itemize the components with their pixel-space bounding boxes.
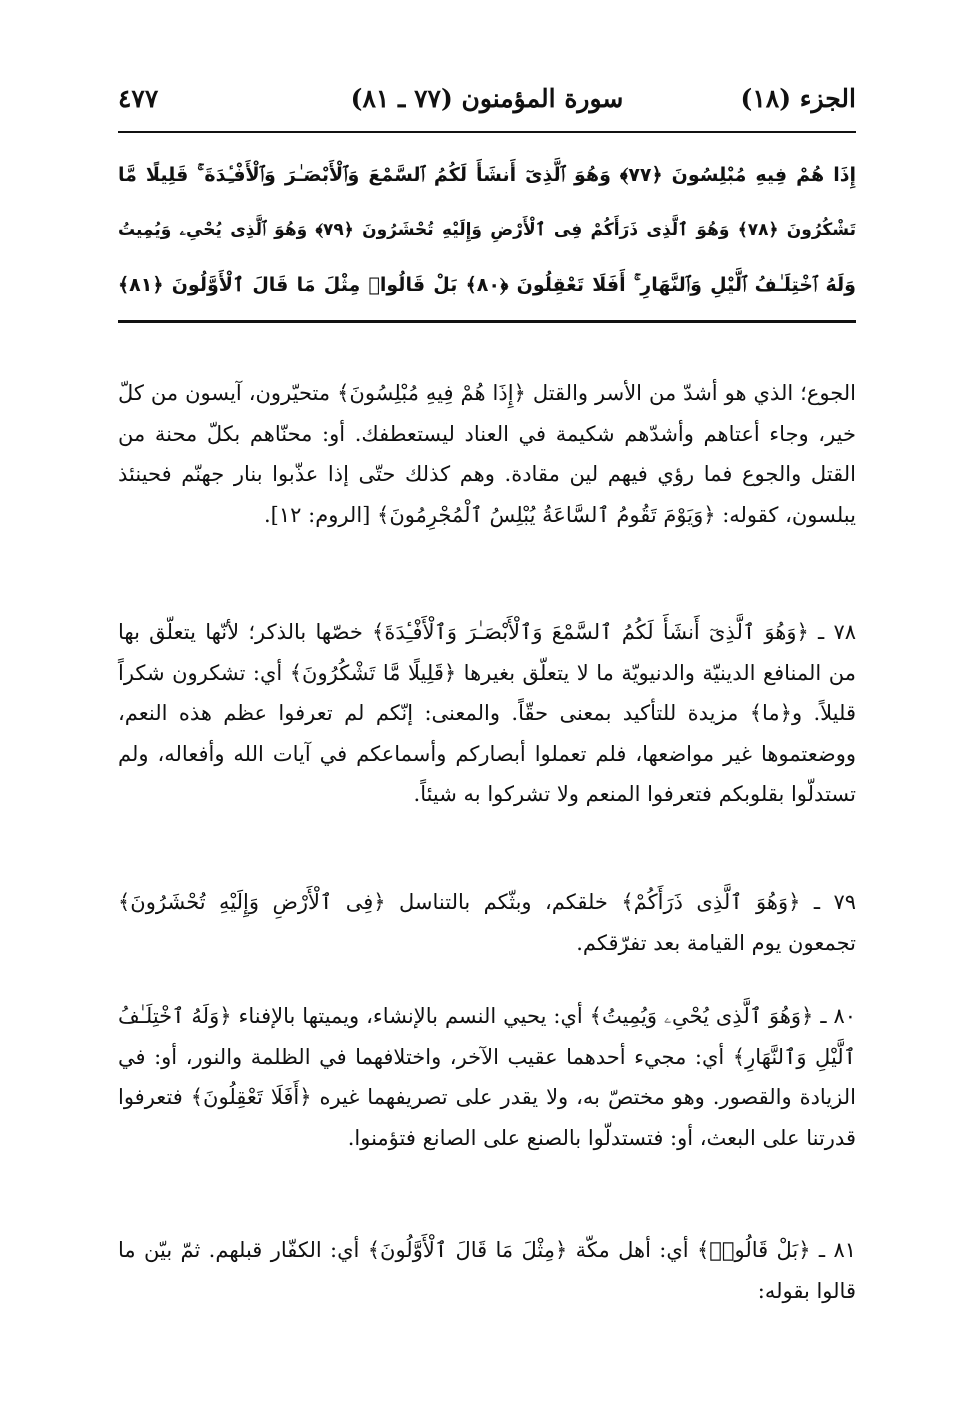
juz-label: الجزء (١٨) (740, 84, 856, 113)
tafsir-paragraph-78 (118, 612, 856, 815)
tafsir-text: ٨١ ـ ﴿بَلْ قَالُوا۟﴾ أي: أهل مكّة ﴿مِثْلَ مَا قَالَ ٱلْأَوَّلُونَ﴾ أي: الكفّار قبلهم. ثمّ بيّن ما قالوا بقوله: (118, 1238, 856, 1303)
surah-title: سورة المؤمنون (٧٧ ـ ٨١) (350, 84, 624, 113)
header-divider (118, 131, 856, 133)
tafsir-paragraph-80 (118, 996, 856, 1158)
tafsir-text: ٧٨ ـ ﴿وَهُوَ ٱلَّذِىٓ أَنشَأَ لَكُمُ ٱلسَّمْعَ وَٱلْأَبْصَـٰرَ وَٱلْأَفْـِٔدَةَ﴾ خصّها بالذكر؛ لأنّها يتعلّق بها من المنافع الدينيّة والدنيويّة ما لا يتعلّق بغيرها ﴿قَلِيلًا مَّا تَشْكُرُونَ﴾ أي: تشكرون شكراً قليلاً. و﴿ما﴾ مزيدة للتأكيد بمعنى حقّاً. والمعنى: إنّكم لم تعرفوا عظم هذه النعم، ووضعتموها غير مواضعها، فلم تعملوا أبصاركم وأسماعكم في آيات الله وأفعاله، ولم تستدلّوا بقلوبكم فتعرفوا المنعم ولا تشركوا به شيئاً. (118, 620, 856, 806)
quran-line: إِذَا هُمْ فِيهِ مُبْلِسُونَ ﴿٧٧﴾ وَهُوَ ٱلَّذِىٓ أَنشَأَ لَكُمُ ٱلسَّمْعَ وَٱلْأَبْصَـٰرَ وَٱلْأَفْـِٔدَةَ ۚ قَلِيلًا مَّا (118, 164, 856, 186)
quran-divider (118, 320, 856, 323)
tafsir-text: الجوع؛ الذي هو أشدّ من الأسر والقتل ﴿إِذَا هُمْ فِيهِ مُبْلِسُونَ﴾ متحيّرون، آيسون من كلّ خير، وجاء أعتاهم وأشدّهم شكيمة في العناد ليستعطفك. أو: محنّاهم بكلّ محنة من القتل والجوع فما رؤي فيهم لين مقادة. وهم كذلك حتّى إذا عذّبوا بنار جهنّم فحينئذ يبلسون، كقوله: ﴿وَيَوْمَ تَقُومُ ٱلسَّاعَةُ يُبْلِسُ ٱلْمُجْرِمُونَ﴾ [الروم: ١٢]. (118, 381, 856, 527)
tafsir-text: ٧٩ ـ ﴿وَهُوَ ٱلَّذِى ذَرَأَكُمْ﴾ خلقكم، وبثّكم بالتناسل ﴿فِى ٱلْأَرْضِ وَإِلَيْهِ تُحْشَرُونَ﴾ تجمعون يوم القيامة بعد تفرّقكم. (118, 890, 856, 955)
tafsir-paragraph (118, 373, 856, 535)
quran-line: تَشْكُرُونَ ﴿٧٨﴾ وَهُوَ ٱلَّذِى ذَرَأَكُمْ فِى ٱلْأَرْضِ وَإِلَيْهِ تُحْشَرُونَ ﴿٧٩﴾ وَهُوَ ٱلَّذِى يُحْىِۦ وَيُمِيتُ (118, 220, 856, 240)
page-header (118, 84, 856, 128)
tafsir-paragraph-79 (118, 882, 856, 963)
tafsir-text: ٨٠ ـ ﴿وَهُوَ ٱلَّذِى يُحْىِۦ وَيُمِيتُ﴾ أي: يحيي النسم بالإنشاء، ويميتها بالإفناء ﴿وَلَهُ ٱخْتِلَـٰفُ ٱلَّيْلِ وَٱلنَّهَارِ﴾ أي: مجيء أحدهما عقيب الآخر، واختلافهما في الظلمة والنور، أو: في الزيادة والقصور. وهو مختصّ به، ولا يقدر على تصريفهما غيره ﴿أَفَلَا تَعْقِلُونَ﴾ فتعرفوا قدرتنا على البعث، أو: فتستدلّوا بالصنع على الصانع فتؤمنوا. (118, 1004, 856, 1150)
quran-text-block (118, 148, 856, 313)
quran-line: وَلَهُ ٱخْتِلَـٰفُ ٱلَّيْلِ وَٱلنَّهَارِ ۚ أَفَلَا تَعْقِلُونَ ﴿٨٠﴾ بَلْ قَالُوا۟ مِثْلَ مَا قَالَ ٱلْأَوَّلُونَ ﴿٨١﴾ (118, 274, 856, 296)
page-number: ٤٧٧ (118, 84, 159, 113)
tafsir-paragraph-81 (118, 1230, 856, 1311)
